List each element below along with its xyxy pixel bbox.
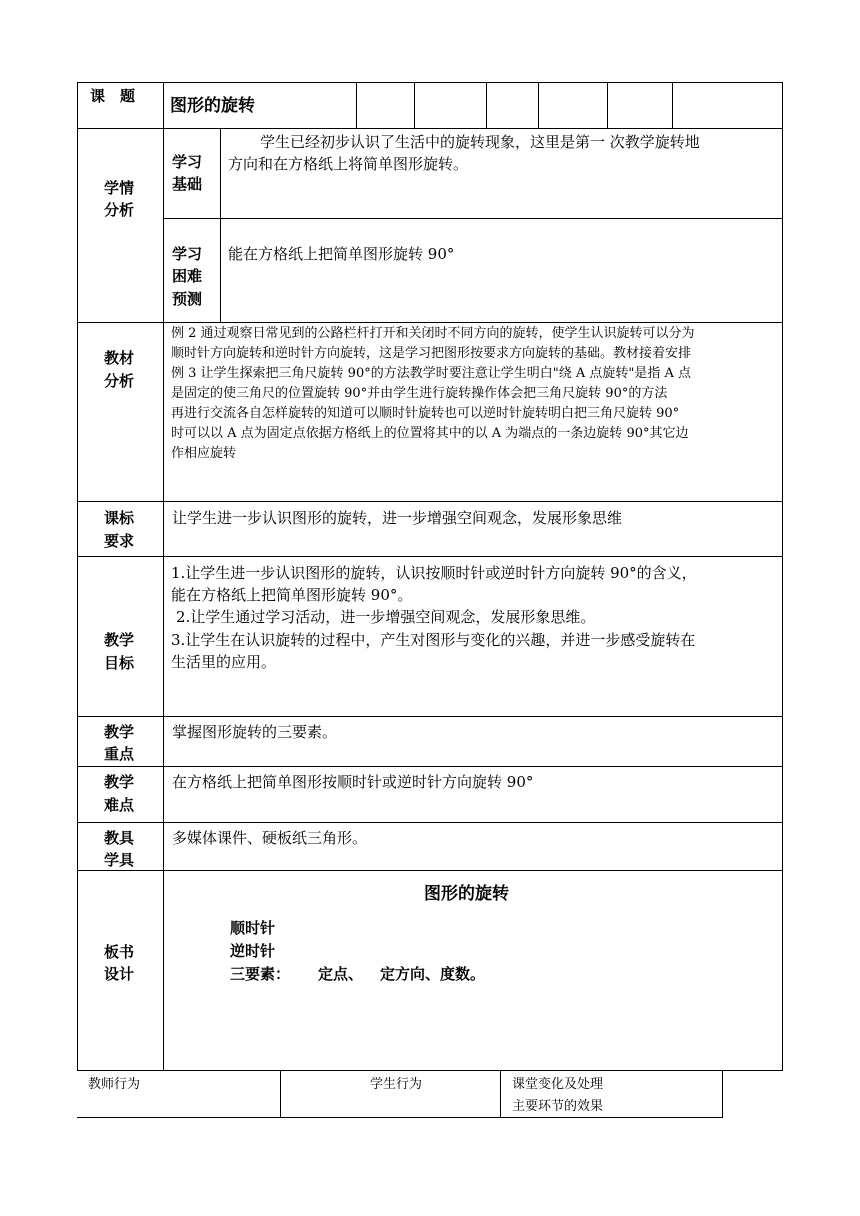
standard-label-1: 课标 bbox=[104, 509, 135, 527]
goals-label-1: 教学 bbox=[104, 631, 135, 649]
tools-label-1: 教具 bbox=[104, 829, 135, 847]
material-line-2: 顺时针方向旋转和逆时针方向旋转，这是学习把图形按要求方向旋转的基础。教材接着安排 bbox=[171, 346, 692, 361]
material-line-5: 再进行交流各自怎样旋转的知道可以顺时针旋转也可以逆时针旋转明白把三角尺旋转 90° bbox=[171, 406, 680, 421]
topic-label: 课 题 bbox=[90, 87, 136, 105]
board-line-elements-label: 三要素： bbox=[230, 965, 291, 983]
difficulty-label-1: 学习 bbox=[172, 245, 203, 263]
material-line-1: 例 2 通过观察日常见到的公路栏杆打开和关闭时不同方向的旋转，使学生认识旋转可以分为 bbox=[171, 326, 695, 341]
tools-text: 多媒体课件、硬板纸三角形。 bbox=[172, 829, 368, 847]
footer-main-effect: 主要环节的效果 bbox=[512, 1099, 604, 1114]
board-label-1: 板书 bbox=[104, 943, 135, 961]
board-line-clockwise: 顺时针 bbox=[230, 919, 276, 937]
board-label-2: 设计 bbox=[104, 965, 135, 983]
goals-line-2: 能在方格纸上把简单图形旋转 90°。 bbox=[171, 586, 413, 604]
board-line-direction-degree: 定方向、度数。 bbox=[380, 965, 486, 983]
difficulty-text: 能在方格纸上把简单图形旋转 90° bbox=[228, 245, 455, 263]
goals-label-2: 目标 bbox=[104, 654, 135, 672]
goals-line-4: 3.让学生在认识旋转的过程中，产生对图形与变化的兴趣，并进一步感受旋转在 bbox=[171, 631, 696, 649]
board-line-counterclockwise: 逆时针 bbox=[230, 942, 276, 960]
learning-section-label-1: 学情 bbox=[104, 179, 135, 197]
keypoint-label-1: 教学 bbox=[104, 723, 135, 741]
material-line-6: 时可以以 A 点为固定点依据方格纸上的位置将其中的以 A 为端点的一条边旋转 90°其它边 bbox=[171, 426, 689, 441]
learning-section-label-2: 分析 bbox=[104, 201, 135, 219]
keypoint-label-2: 重点 bbox=[104, 745, 135, 763]
standard-text: 让学生进一步认识图形的旋转，进一步增强空间观念，发展形象思维 bbox=[172, 509, 623, 527]
footer-teacher-action: 教师行为 bbox=[88, 1077, 141, 1092]
difficulty-label-3: 预测 bbox=[172, 290, 203, 308]
goals-line-3: 2.让学生通过学习活动，进一步增强空间观念，发展形象思维。 bbox=[176, 608, 596, 626]
footer-student-action: 学生行为 bbox=[370, 1077, 423, 1092]
material-label-1: 教材 bbox=[104, 349, 135, 367]
difficulty-label-2: 困难 bbox=[172, 267, 203, 285]
basis-text-line-2: 方向和在方格纸上将简单图形旋转。 bbox=[228, 155, 469, 173]
keypoint-text: 掌握图形旋转的三要素。 bbox=[172, 723, 338, 741]
standard-label-2: 要求 bbox=[104, 532, 135, 550]
material-line-7: 作相应旋转 bbox=[171, 446, 237, 461]
topic-title: 图形的旋转 bbox=[170, 96, 255, 116]
difficulty-point-label-1: 教学 bbox=[104, 773, 135, 791]
basis-text-line-1: 学生已经初步认识了生活中的旋转现象，这里是第一 次教学旋转地 bbox=[260, 133, 700, 151]
footer-class-change: 课堂变化及处理 bbox=[512, 1077, 604, 1092]
basis-label-2: 基础 bbox=[172, 175, 203, 193]
material-line-4: 是固定的使三角尺的位置旋转 90°并由学生进行旋转操作体会把三角尺旋转 90°的方法 bbox=[171, 386, 668, 401]
material-label-2: 分析 bbox=[104, 372, 135, 390]
material-line-3: 例 3 让学生探索把三角尺旋转 90°的方法教学时要注意让学生明白"绕 A 点旋转"是指 A 点 bbox=[171, 366, 691, 381]
difficulty-point-text: 在方格纸上把简单图形按顺时针或逆时针方向旋转 90° bbox=[172, 773, 534, 791]
tools-label-2: 学具 bbox=[104, 851, 135, 869]
difficulty-point-label-2: 难点 bbox=[104, 796, 135, 814]
goals-line-1: 1.让学生进一步认识图形的旋转，认识按顺时针或逆时针方向旋转 90°的含义， bbox=[171, 564, 697, 582]
goals-line-5: 生活里的应用。 bbox=[171, 653, 277, 671]
board-title: 图形的旋转 bbox=[424, 884, 509, 904]
basis-label-1: 学习 bbox=[172, 153, 203, 171]
board-line-fixed-point: 定点、 bbox=[318, 965, 364, 983]
